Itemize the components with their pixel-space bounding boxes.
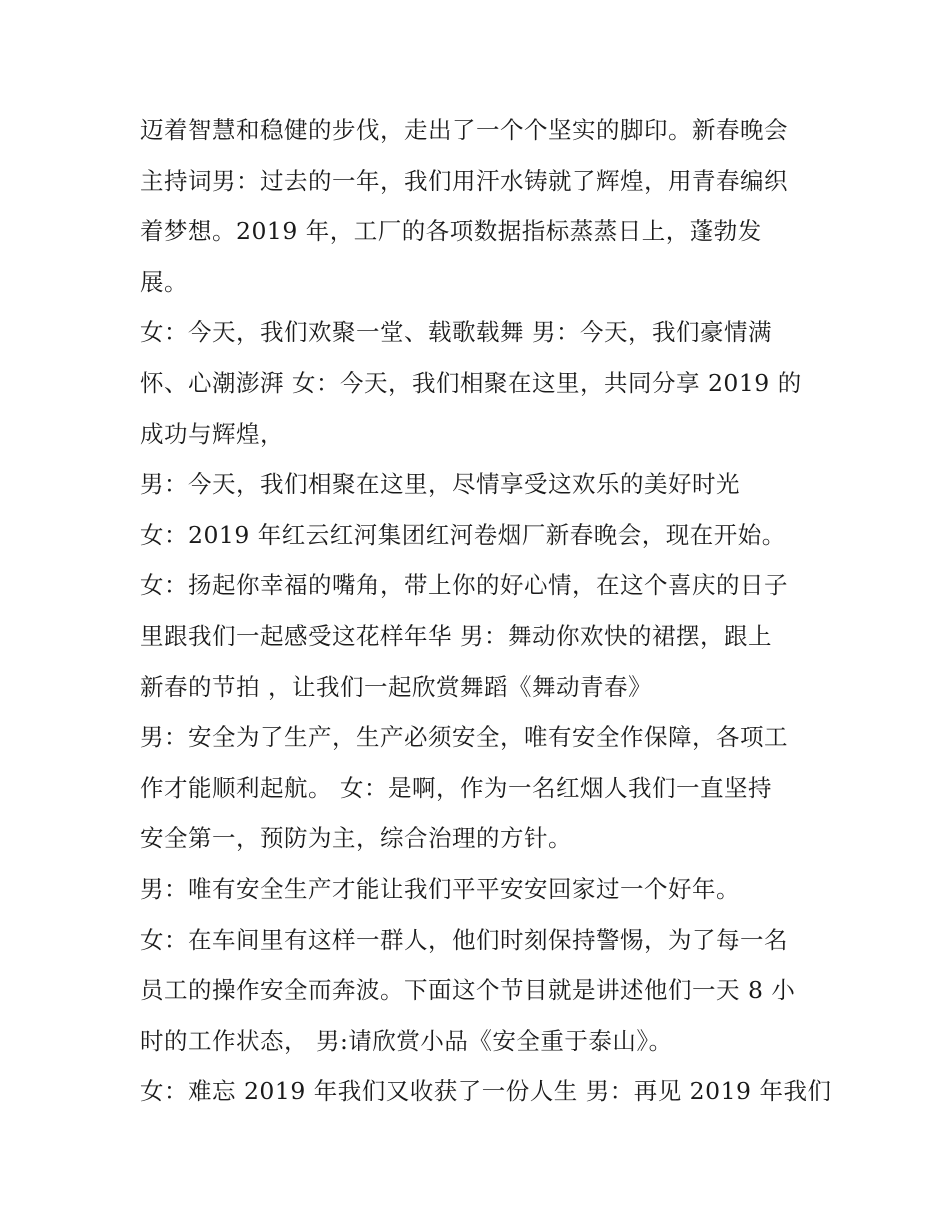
text-line: 时的工作状态， 男:请欣赏小品《安全重于泰山》。	[140, 1026, 673, 1055]
text-line: 主持词男：过去的一年，我们用汗水铸就了辉煌，用青春编织	[140, 166, 788, 195]
text-line: 作才能顺利起航。 女：是啊，作为一名红烟人我们一直坚持	[140, 773, 772, 802]
text-line: 女：难忘 2019 年我们又收获了一份人生 男：再见 2019 年我们	[140, 1077, 832, 1106]
text-line: 男：唯有安全生产才能让我们平平安安回家过一个好年。	[140, 874, 740, 903]
text-line: 女：2019 年红云红河集团红河卷烟厂新春晚会，现在开始。	[140, 520, 786, 549]
text-line: 着梦想。2019 年，工厂的各项数据指标蒸蒸日上，蓬勃发	[140, 217, 762, 246]
text-line: 迈着智慧和稳健的步伐，走出了一个个坚实的脚印。新春晚会	[140, 116, 788, 144]
text-line: 怀、心潮澎湃 女：今天，我们相聚在这里，共同分享 2019 的	[140, 368, 802, 397]
text-line: 成功与辉煌，	[140, 419, 284, 448]
text-line: 里跟我们一起感受这花样年华 男：舞动你欢快的裙摆，跟上	[140, 621, 772, 650]
text-line: 展。	[140, 267, 188, 296]
text-line: 员工的操作安全而奔波。下面这个节目就是讲述他们一天 8 小	[140, 976, 796, 1005]
text-line: 安全第一，预防为主，综合治理的方针。	[140, 824, 572, 853]
text-line: 女：今天，我们欢聚一堂、载歌载舞 男：今天，我们豪情满	[140, 318, 772, 347]
text-line: 新春的节拍 ，让我们一起欣赏舞蹈《舞动青春》	[140, 672, 652, 701]
text-line: 男：安全为了生产，生产必须安全，唯有安全作保障，各项工	[140, 723, 788, 752]
document-body	[140, 105, 830, 1117]
text-line: 男：今天，我们相聚在这里，尽情享受这欢乐的美好时光	[140, 470, 740, 499]
text-line: 女：扬起你幸福的嘴角，带上你的好心情，在这个喜庆的日子	[140, 571, 788, 600]
text-line: 女：在车间里有这样一群人，他们时刻保持警惕，为了每一名	[140, 925, 788, 954]
